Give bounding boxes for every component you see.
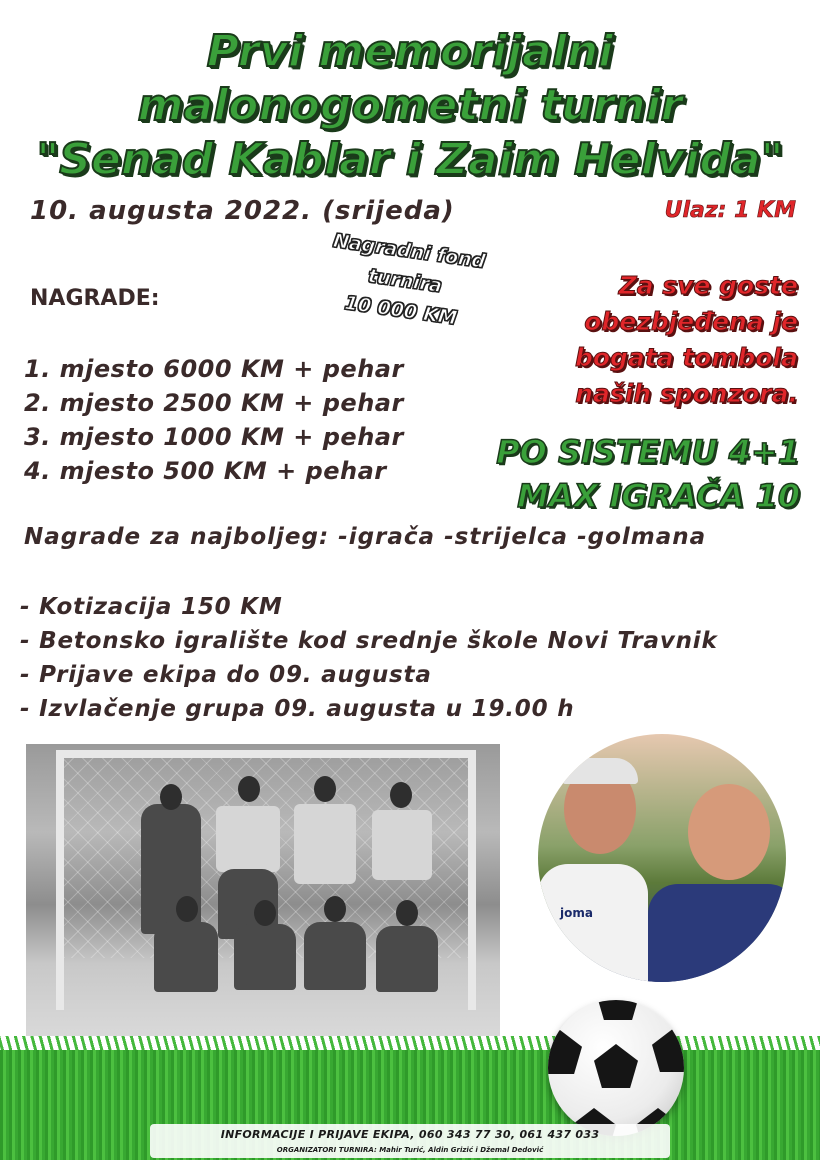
person-left-hair — [562, 758, 638, 784]
ball-patch — [594, 1044, 638, 1088]
player-shirt — [294, 804, 356, 884]
player-head — [314, 776, 336, 802]
player-head — [254, 900, 276, 926]
prize-fund-line-2: turnira — [366, 264, 444, 298]
player-shirt — [216, 806, 280, 872]
player-figure — [376, 926, 438, 992]
goal-post-right — [468, 750, 476, 1010]
awards-heading: NAGRADE: — [30, 286, 160, 311]
player-head — [396, 900, 418, 926]
shirt-brand: joma — [560, 906, 593, 920]
player-head — [238, 776, 260, 802]
player-figure — [304, 922, 366, 990]
title-line-2: malonogometni turnir — [137, 80, 683, 131]
prize-fund-line-1: Nagradni fond — [331, 229, 487, 273]
prize-item: 2. mjesto 2500 KM + pehar — [24, 389, 404, 417]
prize-fund-line-3: 10 000 KM — [343, 291, 459, 330]
person-left-body — [538, 864, 648, 982]
tombola-line-1: Za sve goste — [618, 271, 798, 300]
info-item: - Betonsko igralište kod srednje škole Novi Travnik — [20, 624, 718, 658]
ball-patch — [652, 1028, 684, 1072]
info-item: - Prijave ekipa do 09. augusta — [20, 658, 718, 692]
memorial-portrait — [538, 734, 786, 982]
team-photo — [26, 744, 500, 1036]
info-item: - Izvlačenje grupa 09. augusta u 19.00 h — [20, 692, 718, 726]
tombola-line-3: bogata tombola — [574, 343, 798, 372]
info-item: - Kotizacija 150 KM — [20, 590, 718, 624]
system-line-1: PO SISTEMU 4+1 — [496, 433, 800, 471]
person-right-body — [648, 884, 786, 982]
prize-item: 3. mjesto 1000 KM + pehar — [24, 423, 404, 451]
person-right-face — [688, 784, 770, 880]
player-head — [176, 896, 198, 922]
player-head — [324, 896, 346, 922]
ball-patch — [596, 1000, 640, 1020]
tournament-info-list — [20, 590, 718, 726]
game-system — [420, 430, 800, 518]
tombola-line-2: obezbjeđena je — [584, 307, 798, 336]
best-player-awards: Nagrade za najboljeg: -igrača -strijelca -golmana — [24, 524, 707, 550]
prize-list — [24, 352, 404, 488]
football-icon — [548, 1000, 684, 1136]
organizers: ORGANIZATORI TURNIRA: Mahir Turić, Aldin Grizić i Džemal Dedović — [276, 1146, 544, 1154]
title-line-3: "Senad Kablar i Zaim Helvida" — [36, 134, 784, 185]
prize-item: 1. mjesto 6000 KM + pehar — [24, 355, 404, 383]
player-shirt — [372, 810, 432, 880]
ball-patch — [548, 1030, 582, 1074]
player-figure — [234, 924, 296, 990]
entry-fee: Ulaz: 1 KM — [664, 198, 796, 223]
player-figure — [154, 922, 218, 992]
tombola-line-4: naših sponzora. — [575, 379, 798, 408]
player-head — [390, 782, 412, 808]
contact-info: INFORMACIJE I PRIJAVE EKIPA, 060 343 77 30, 061 437 033 — [220, 1128, 600, 1141]
goal-crossbar — [56, 750, 476, 758]
system-line-2: MAX IGRAČA 10 — [517, 477, 800, 515]
prize-item: 4. mjesto 500 KM + pehar — [24, 457, 387, 485]
prize-fund — [295, 222, 515, 340]
goal-post-left — [56, 750, 64, 1010]
player-head — [160, 784, 182, 810]
tombola-notice — [528, 268, 798, 412]
title-line-1: Prvi memorijalni — [206, 26, 614, 77]
event-date: 10. augusta 2022. (srijeda) — [30, 196, 455, 226]
